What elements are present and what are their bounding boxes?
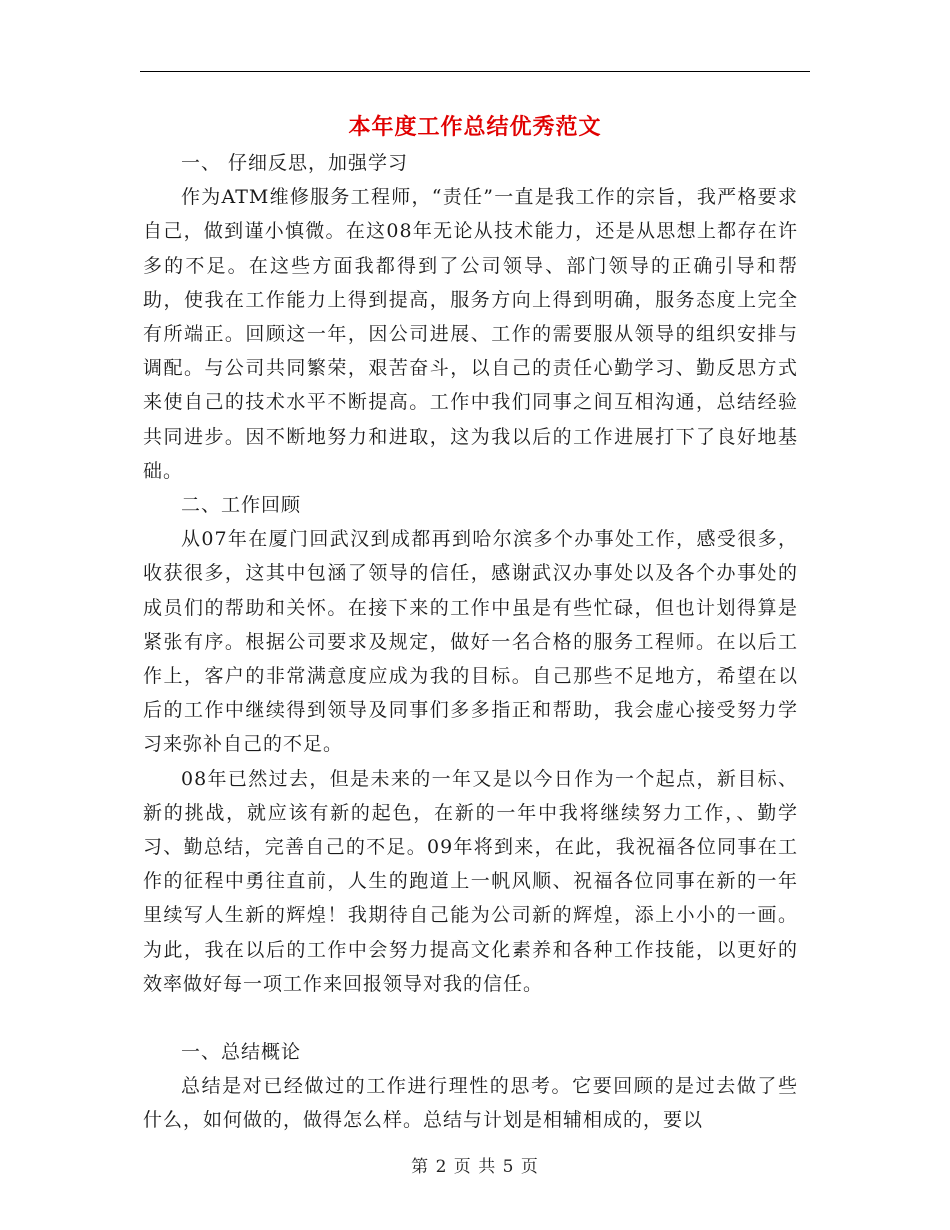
section-heading-2: 二、工作回顾 (181, 494, 302, 517)
document-body (143, 146, 798, 1138)
section-3-paragraph-1: 总结是对已经做过的工作进行理性的思考。它要回顾的是过去做了些什么，如何做的，做得怎么样。总结与计划是相辅相成的，要以 (143, 1075, 798, 1132)
header-rule (140, 71, 810, 72)
section-heading-3: 一、总结概论 (181, 1041, 302, 1064)
document-title: 本年度工作总结优秀范文 (348, 114, 602, 140)
section-1-paragraph-1: 作为ATM维修服务工程师，“责任”一直是我工作的宗旨，我严格要求自己，做到谨小慎微。在这08年无论从技术能力，还是从思想上都存在许多的不足。在这些方面我都得到了公司领导、部门领导的正确引导和帮助，使我在工作能力上得到提高，服务方向上得到明确，服务态度上完全有所端正。回顾这一年，因公司进展、工作的需要服从领导的组织安排与调配。与公司共同繁荣，艰苦奋斗，以自己的责任心勤学习、勤反思方式来使自己的技术水平不断提高。工作中我们同事之间互相沟通，总结经验共同进步。因不断地努力和进取，这为我以后的工作进展打下了良好地基础。 (143, 186, 798, 482)
section-spacer (143, 1001, 798, 1035)
section-2-paragraph-2: 08年已然过去，但是未来的一年又是以今日作为一个起点，新目标、新的挑战，就应该有新的起色，在新的一年中我将继续努力工作，、勤学习、勤总结，完善自己的不足。09年将到来，在此，我祝福各位同事在工作的征程中勇往直前，人生的跑道上一帆风顺、祝福各位同事在新的一年里续写人生新的辉煌！我期待自己能为公司新的辉煌，添上小小的一画。为此，我在以后的工作中会努力提高文化素养和各种工作技能，以更好的效率做好每一项工作来回报领导对我的信任。 (143, 767, 798, 995)
section-2-paragraph-1: 从07年在厦门回武汉到成都再到哈尔滨多个办事处工作，感受很多，收获很多，这其中包涵了领导的信任，感谢武汉办事处以及各个办事处的成员们的帮助和关怀。在接下来的工作中虽是有些忙碌，但也计划得算是紧张有序。根据公司要求及规定，做好一名合格的服务工程师。在以后工作上，客户的非常满意度应成为我的目标。自己那些不足地方，希望在以后的工作中继续得到领导及同事们多多指正和帮助，我会虚心接受努力学习来弥补自己的不足。 (143, 528, 798, 756)
section-heading-1: 一、 仔细反思，加强学习 (181, 152, 409, 174)
page-number: 第 2 页 共 5 页 (411, 1157, 539, 1177)
